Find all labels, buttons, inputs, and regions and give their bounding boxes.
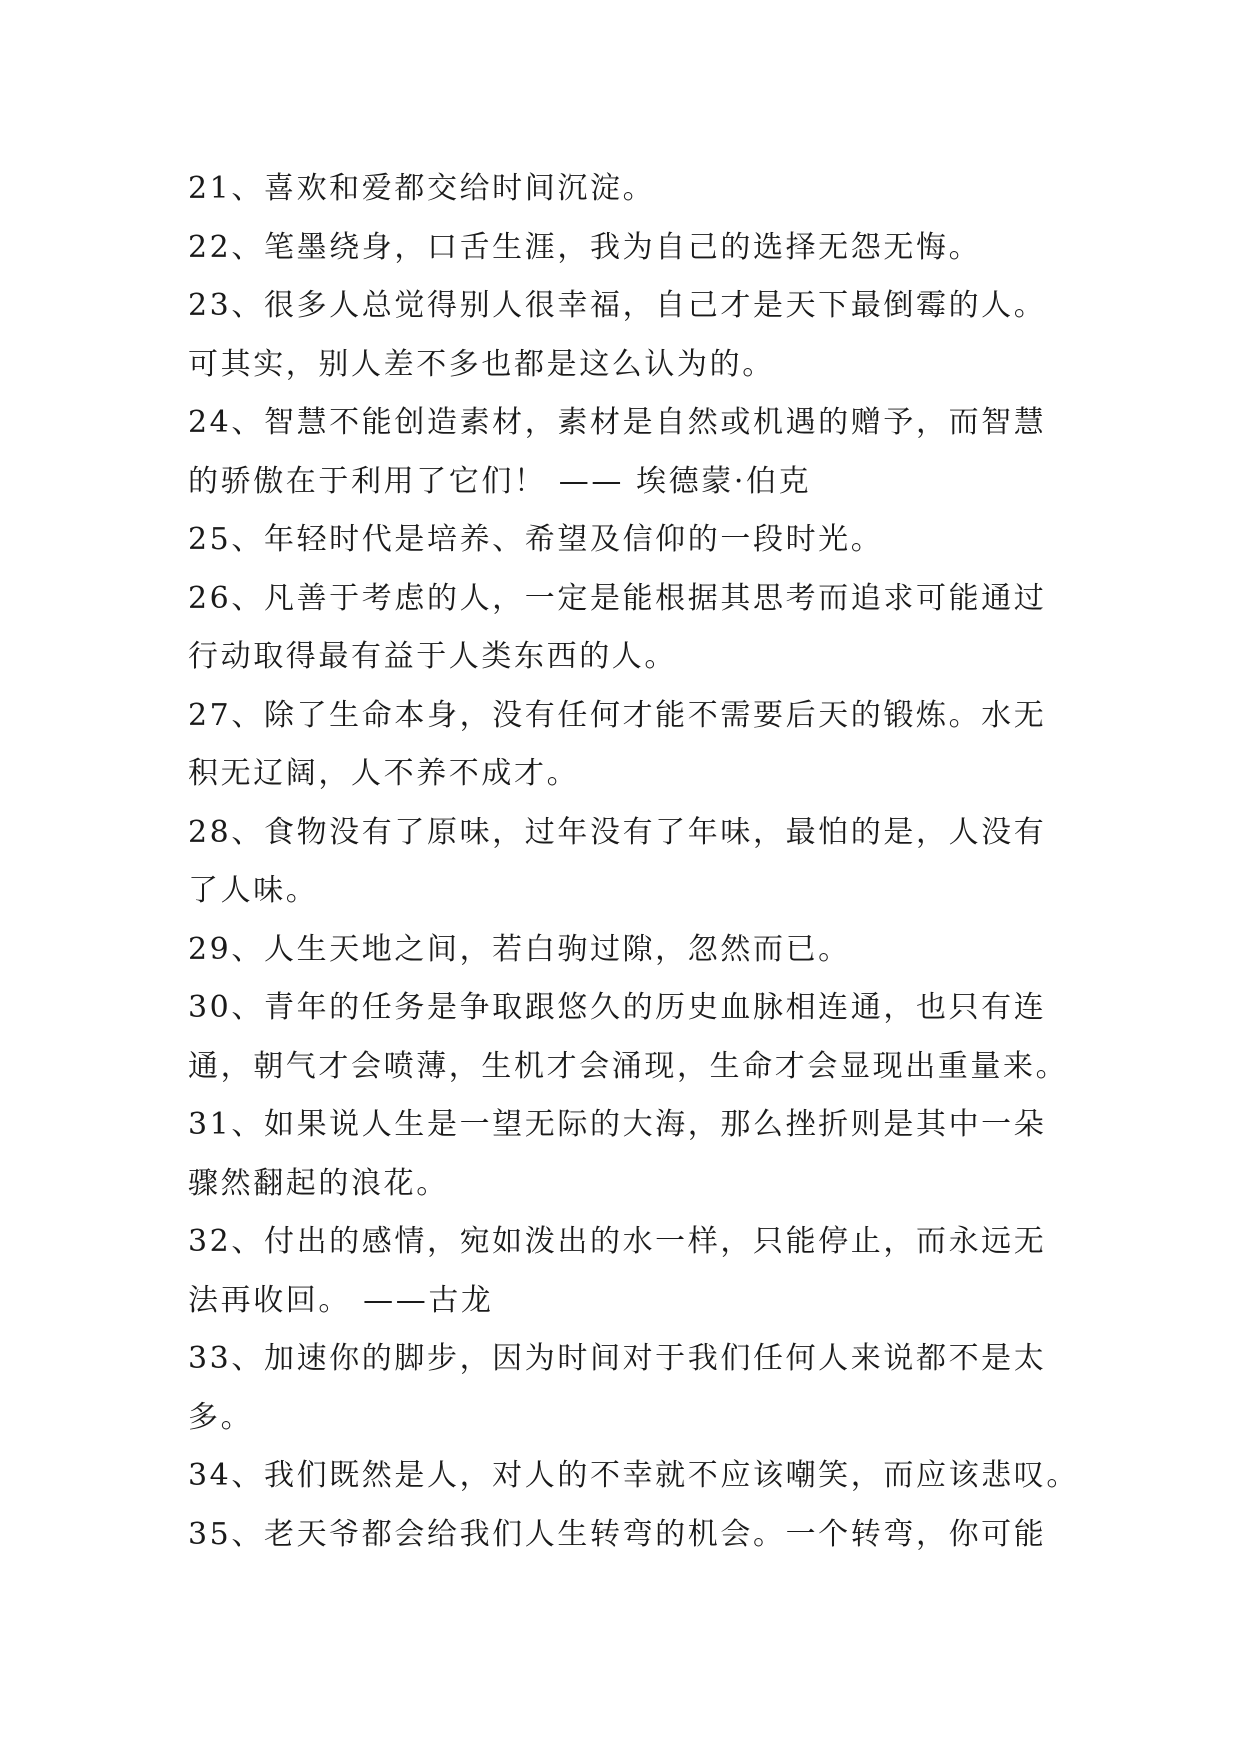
- text-line: 通，朝气才会喷薄，生机才会涌现，生命才会显现出重量来。: [188, 1048, 1069, 1084]
- text-body: [188, 160, 1079, 1564]
- text-line: 22、笔墨绕身，口舌生涯，我为自己的选择无怨无悔。: [188, 229, 982, 265]
- text-line: 多。: [188, 1399, 254, 1435]
- text-line: 法再收回。 ——古龙: [188, 1282, 494, 1318]
- text-line: 24、智慧不能创造素材，素材是自然或机遇的赠予，而智慧: [188, 405, 1047, 440]
- text-line: 34、我们既然是人，对人的不幸就不应该嘲笑，而应该悲叹。: [188, 1458, 1079, 1493]
- text-line: 21、喜欢和爱都交给时间沉淀。: [188, 171, 656, 206]
- text-line: 的骄傲在于利用了它们！ —— 埃德蒙·伯克: [188, 463, 812, 499]
- text-line: 31、如果说人生是一望无际的大海，那么挫折则是其中一朵: [188, 1107, 1047, 1142]
- text-line: 骤然翻起的浪花。: [188, 1165, 449, 1201]
- text-line: 32、付出的感情，宛如泼出的水一样，只能停止，而永远无: [188, 1224, 1047, 1259]
- text-line: 30、青年的任务是争取跟悠久的历史血脉相连通，也只有连: [188, 990, 1047, 1025]
- text-line: 33、加速你的脚步，因为时间对于我们任何人来说都不是太: [188, 1341, 1047, 1376]
- text-line: 积无辽阔，人不养不成才。: [188, 756, 580, 791]
- text-line: 27、除了生命本身，没有任何才能不需要后天的锻炼。水无: [188, 697, 1047, 733]
- text-line: 了人味。: [188, 873, 319, 908]
- text-line: 35、老天爷都会给我们人生转弯的机会。一个转弯，你可能: [188, 1516, 1047, 1552]
- text-line: 28、食物没有了原味，过年没有了年味，最怕的是，人没有: [188, 814, 1047, 850]
- text-line: 可其实，别人差不多也都是这么认为的。: [188, 346, 775, 382]
- text-line: 25、年轻时代是培养、希望及信仰的一段时光。: [188, 522, 884, 557]
- text-line: 29、人生天地之间，若白驹过隙，忽然而已。: [188, 931, 851, 967]
- text-line: 23、很多人总觉得别人很幸福，自己才是天下最倒霉的人。: [188, 288, 1047, 323]
- text-line: 行动取得最有益于人类东西的人。: [188, 639, 677, 674]
- text-line: 26、凡善于考虑的人，一定是能根据其思考而追求可能通过: [188, 580, 1047, 616]
